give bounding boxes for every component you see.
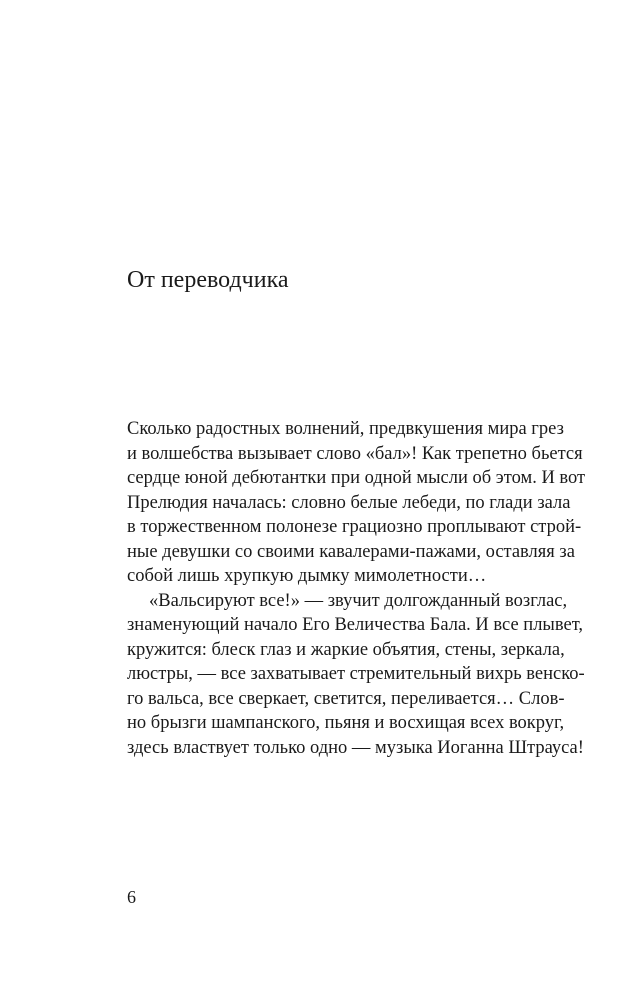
text-line: кружится: блеск глаз и жаркие объятия, стены, зеркала, (127, 639, 565, 660)
paragraph-2 (127, 589, 585, 761)
text-line: в торжественном полонезе грациозно проплывают строй- (127, 517, 582, 537)
chapter-title: От переводчика (127, 267, 289, 293)
text-line: «Вальсируют все!» — звучит долгожданный возглас, (149, 590, 568, 611)
text-line: ные девушки со своими кавалерами-пажами, оставляя за (127, 541, 575, 562)
text-line: и волшебства вызывает слово «бал»! Как трепетно бьется (127, 443, 583, 464)
text-line: знаменующий начало Его Величества Бала. И все плывет, (127, 615, 584, 635)
paragraph-1 (127, 417, 586, 589)
text-line: собой лишь хрупкую дымку мимолетности… (127, 566, 487, 586)
text-line: Прелюдия началась: словно белые лебеди, по глади зала (127, 492, 571, 513)
text-line: Сколько радостных волнений, предвкушения мира грез (127, 419, 564, 439)
body-text (127, 417, 586, 760)
text-line: люстры, — все захватывает стремительный вихрь венско- (127, 664, 585, 684)
text-line: го вальса, все сверкает, светится, переливается… Слов- (127, 688, 565, 709)
page-number: 6 (127, 887, 136, 907)
text-line: сердце юной дебютантки при одной мысли об этом. И вот (127, 468, 586, 488)
text-line: но брызги шампанского, пьяня и восхищая всех вокруг, (127, 713, 565, 733)
text-line: здесь властвует только одно — музыка Иоганна Штрауса! (127, 737, 584, 758)
